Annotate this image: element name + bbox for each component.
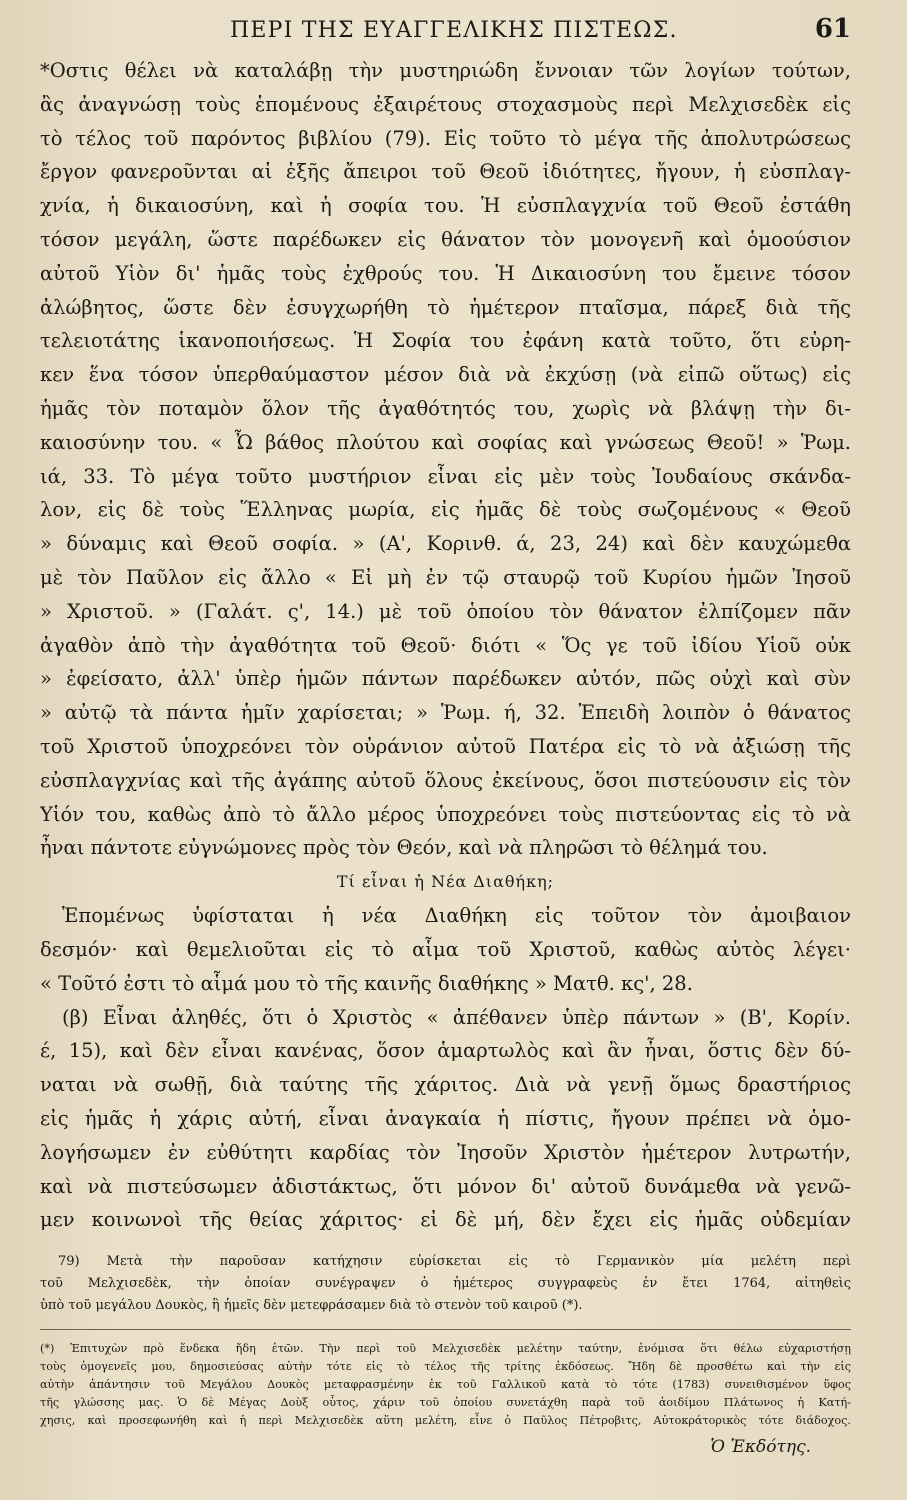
text-line: εἰς ἡμᾶς ἡ χάρις αὐτή, εἶναι ἀναγκαία ἡ πίστις, ἤγουν πρέπει νὰ ὁμο- (40, 1106, 851, 1130)
text-line: έ, 15), καὶ δὲν εἶναι κανένας, ὅσον ἁμαρτωλὸς καὶ ἂν ἦναι, ὅστις δὲν δύ- (40, 1039, 851, 1063)
text-line: εὐσπλαγχνίας καὶ τῆς ἀγάπης αὐτοῦ ὅλους ἐκείνους, ὅσοι πιστεύουσιν εἰς τὸν (40, 768, 851, 792)
editor-note-line: (*) Ἐπιτυχὼν πρὸ ἕνδεκα ἤδη ἐτῶν. Τὴν περὶ τοῦ Μελχισεδὲκ μελέτην ταύτην, ἐνόμισα ὅτι θέλω εὐχαριστήσῃ (40, 1342, 851, 1356)
text-line: « Τοῦτό ἐστι τὸ αἷμά μου τὸ τῆς καινῆς διαθήκης » Ματθ. κς', 28. (40, 971, 693, 995)
text-line: ιά, 33. Τὸ μέγα τοῦτο μυστήριον εἶναι εἰς μὲν τοὺς Ἰουδαίους σκάνδα- (40, 464, 851, 488)
second-paragraph (40, 899, 851, 1237)
text-line: χνία, ἡ δικαιοσύνη, καὶ ἡ σοφία του. Ἡ εὐσπλαγχνία τοῦ Θεοῦ ἐστάθη (40, 194, 851, 218)
text-line: Ἑπομένως ὑφίσταται ἡ νέα Διαθήκη εἰς τοῦτον τὸν ἀμοιβαιον (62, 904, 851, 928)
text-line: ναται νὰ σωθῇ, διὰ ταύτης τῆς χάριτος. Διὰ νὰ γενῇ ὅμως δραστήριος (40, 1073, 851, 1097)
editor-signature: Ὁ Ἐκδότης. (710, 1437, 811, 1458)
text-line: » ἐφείσατο, ἀλλ' ὑπὲρ ἡμῶν πάντων παρέδωκεν αὐτόν, πῶς οὐχὶ καὶ σὺν (40, 667, 851, 691)
text-line: λογήσωμεν ἐν εὐθύτητι καρδίας τὸν Ἰησοῦν Χριστὸν ἡμέτερον λυτρωτήν, (40, 1140, 851, 1164)
text-line: τελειοτάτης ἱκανοποιήσεως. Ἡ Σοφία του ἐφάνη κατὰ τοῦτο, ὅτι εὑρη- (40, 329, 851, 353)
editor-note-line: τοὺς ὁμογενεῖς μου, δημοσιεύσας αὐτὴν τότε εἰς τὸ τέλος τῆς τρίτης ἐκδόσεως. Ἤδη δὲ προσθέτω καὶ τὴν εἰς (40, 1360, 851, 1374)
main-paragraph (40, 54, 851, 865)
footnote-line: 79) Μετὰ τὴν παροῦσαν κατήχησιν εὑρίσκεται εἰς τὸ Γερμανικὸν μία μελέτη περὶ (58, 1254, 851, 1270)
text-line: » δύναμις καὶ Θεοῦ σοφία. » (Α', Κορινθ. ά, 23, 24) καὶ δὲν καυχώμεθα (40, 532, 851, 556)
text-line: ἀλώβητος, ὥστε δὲν ἐσυγχωρήθη τὸ ἡμέτερον πταῖσμα, πάρεξ διὰ τῆς (40, 295, 851, 319)
footnote-divider (40, 1329, 851, 1330)
text-line: (β) Εἶναι ἀληθές, ὅτι ὁ Χριστὸς « ἀπέθανεν ὑπὲρ πάντων » (Β', Κορίν. (62, 1005, 851, 1029)
running-title: ΠΕΡΙ ΤΗΣ ΕΥΑΓΓΕΛΙΚΗΣ ΠΙΣΤΕΩΣ. (230, 18, 678, 43)
text-line: *Οστις θέλει νὰ καταλάβῃ τὴν μυστηριώδη ἔννοιαν τῶν λογίων τούτων, (40, 59, 851, 82)
editor-note-line: αὐτὴν ἀπάντησιν τοῦ Μεγάλου Δουκὸς μεταφρασμένην ἐκ τοῦ Γαλλικοῦ κατὰ τὸ τότε (1783) συνειθισμένον ὕφος (40, 1378, 851, 1392)
text-line: κεν ἕνα τόσον ὑπερθαύμαστον μέσον διὰ νὰ ἐκχύσῃ (νὰ εἰπῶ οὕτως) εἰς (40, 363, 851, 387)
text-line: τόσον μεγάλη, ὥστε παρέδωκεν εἰς θάνατον τὸν μονογενῆ καὶ ὁμοούσιον (40, 227, 851, 251)
text-line: ἡμᾶς τὸν ποταμὸν ὅλον τῆς ἀγαθότητός του, χωρὶς νὰ βλάψῃ τὴν δι- (40, 396, 851, 420)
text-line: αὐτοῦ Υἱὸν δι' ἡμᾶς τοὺς ἐχθρούς του. Ἡ Δικαιοσύνη του ἔμεινε τόσον (40, 261, 851, 285)
footnote-line: ὑπὸ τοῦ μεγάλου Δουκὸς, ἣ ἡμεῖς δὲν μετεφράσαμεν διὰ τὸ στενὸν τοῦ καιροῦ (*). (40, 1298, 583, 1314)
page-header (40, 14, 851, 54)
section-subheading: Τί εἶναι ἡ Νέα Διαθήκη; (336, 872, 555, 892)
footnote-79 (40, 1251, 851, 1317)
text-line: τοῦ Χριστοῦ ὑποχρεόνει τὸν οὐράνιον αὐτοῦ Πατέρα εἰς τὸ νὰ ἀξιώσῃ τῆς (40, 734, 851, 758)
text-line: λον, εἰς δὲ τοὺς Ἕλληνας μωρία, εἰς ἡμᾶς δὲ τοὺς σωζομένους « Θεοῦ (40, 498, 851, 522)
text-line: ἀγαθὸν ἀπὸ τὴν ἀγαθότητα τοῦ Θεοῦ· διότι « Ὅς γε τοῦ ἰδίου Υἱοῦ οὐκ (40, 633, 851, 657)
text-line: καὶ νὰ πιστεύσωμεν ἀδιστάκτως, ὅτι μόνον δι' αὐτοῦ δυνάμεθα νὰ γενῶ- (40, 1174, 851, 1198)
text-line: δεσμόν· καὶ θεμελιοῦται εἰς τὸ αἷμα τοῦ Χριστοῦ, καθὼς αὐτὸς λέγει· (40, 937, 851, 961)
text-line: τὸ τέλος τοῦ παρόντος βιβλίου (79). Εἰς τοῦτο τὸ μέγα τῆς ἀπολυτρώσεως (40, 126, 851, 150)
text-line: ἔργον φανεροῦνται αἱ ἑξῆς ἄπειροι τοῦ Θεοῦ ἰδιότητες, ἤγουν, ἡ εὐσπλαγ- (40, 160, 851, 184)
text-line: ἦναι πάντοτε εὐγνώμονες πρὸς τὸν Θεόν, καὶ νὰ πληρῶσι τὸ θέλημά του. (40, 836, 768, 860)
text-line: Υἱόν του, καθὼς ἀπὸ τὸ ἄλλο μέρος ὑποχρεόνει τοὺς πιστεύοντας εἰς τὸ νὰ (40, 802, 851, 826)
footnote-line: τοῦ Μελχισεδὲκ, τὴν ὁποίαν συνέγραψεν ὁ ἡμέτερος συγγραφεὺς ἐν ἔτει 1764, αἰτηθεὶς (40, 1276, 851, 1292)
editor-note-line: τῆς γλώσσης μας. Ὁ δὲ Μέγας Δοὺξ οὗτος, χάριν τοῦ ὁποίου συνετάχθη παρὰ τοῦ ἀοιδίμου Πλάτωνος ἡ Κατή- (40, 1396, 851, 1410)
text-line: καιοσύνην του. « Ὦ βάθος πλούτου καὶ σοφίας καὶ γνώσεως Θεοῦ! » Ῥωμ. (40, 430, 851, 454)
text-line: μεν κοινωνοὶ τῆς θείας χάριτος· εἰ δὲ μή, δὲν ἔχει εἰς ἡμᾶς οὐδεμίαν (40, 1208, 851, 1232)
text-line: μὲ τὸν Παῦλον εἰς ἄλλο « Εἰ μὴ ἐν τῷ σταυρῷ τοῦ Κυρίου ἡμῶν Ἰησοῦ (40, 565, 851, 589)
editor-note (40, 1340, 851, 1430)
page-number: 61 (814, 14, 851, 44)
editor-note-line: χησις, καὶ προσεφωνήθη καὶ ἡ περὶ Μελχισεδὲκ αὕτη μελέτη, εἶνε ὁ Παῦλος Πέτροβιτς, Αὐτοκράτορικὸς τότε διάδοχος. (40, 1414, 851, 1428)
text-line: » αὐτῷ τὰ πάντα ἡμῖν χαρίσεται; » Ῥωμ. ή, 32. Ἐπειδὴ λοιπὸν ὁ θάνατος (40, 701, 851, 725)
text-line: » Χριστοῦ. » (Γαλάτ. ς', 14.) μὲ τοῦ ὁποίου τὸν θάνατον ἐλπίζομεν πᾶν (40, 599, 851, 623)
text-line: ἂς ἀναγνώσῃ τοὺς ἑπομένους ἐξαιρέτους στοχασμοὺς περὶ Μελχισεδὲκ εἰς (40, 92, 851, 116)
